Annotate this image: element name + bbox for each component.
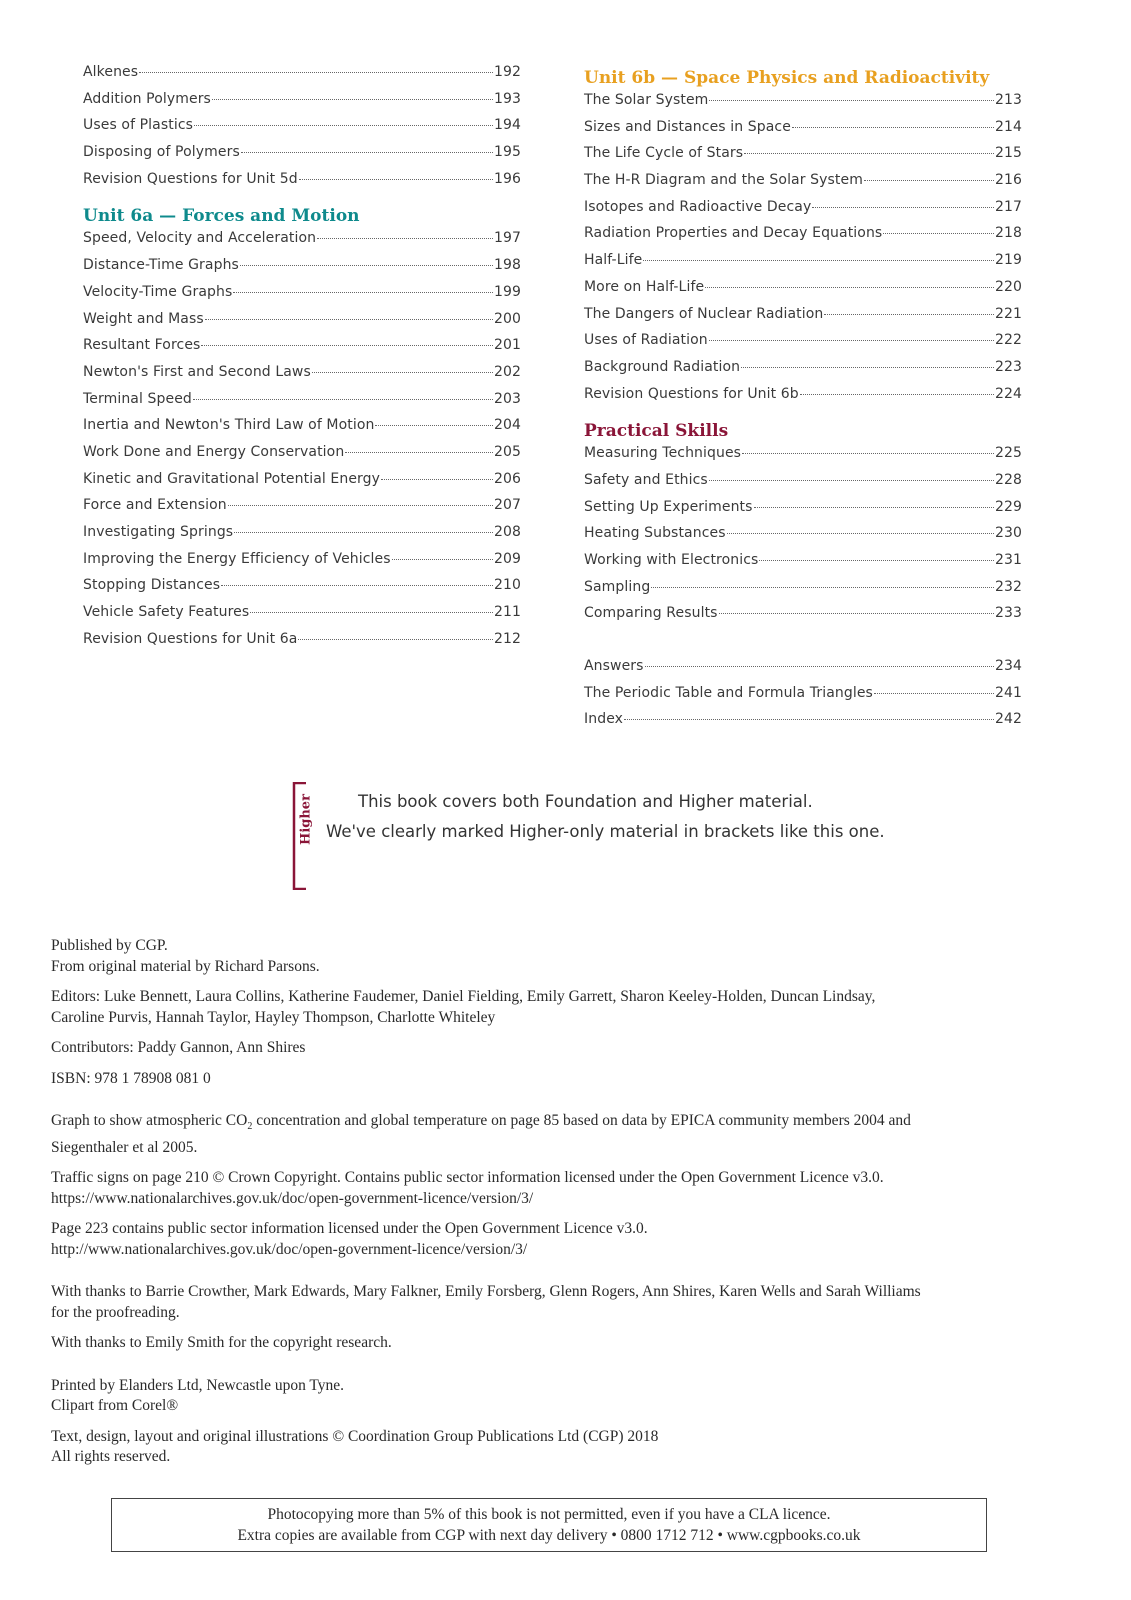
toc-entry-title: Force and Extension	[83, 497, 227, 514]
copyright-line-1: Text, design, layout and original illustrations © Coordination Group Publications Ltd (CGP) 2018	[51, 1427, 659, 1445]
editors-line-2: Caroline Purvis, Hannah Taylor, Hayley Thompson, Charlotte Whiteley	[51, 1008, 496, 1026]
toc-entry-title: Investigating Springs	[83, 524, 234, 540]
toc-entry	[83, 171, 521, 198]
toc-entry-page: 211	[493, 604, 521, 621]
toc-entry	[83, 524, 521, 551]
toc-entry-page: 234	[994, 658, 1022, 675]
toc-entry-title: Addition Polymers	[83, 90, 211, 107]
dot-leader	[298, 639, 493, 640]
dot-leader	[800, 394, 994, 395]
page223-line-1: Page 223 contains public sector information licensed under the Open Government Licence v3.0.	[51, 1220, 648, 1238]
toc-entry	[83, 471, 521, 498]
toc-entry-page: 229	[994, 498, 1022, 515]
higher-label: Higher	[298, 794, 314, 845]
toc-entry-title: Speed, Velocity and Acceleration	[83, 230, 317, 247]
toc-entry-title: The Dangers of Nuclear Radiation	[584, 305, 824, 322]
toc-entry	[584, 119, 1022, 146]
toc-entry-page: 196	[493, 170, 521, 187]
toc-entry	[584, 472, 1022, 499]
toc-entry-title: Weight and Mass	[83, 310, 204, 327]
dot-leader	[345, 452, 493, 453]
toc-entry-title: Revision Questions for Unit 5d	[83, 170, 298, 187]
dot-leader	[744, 153, 994, 154]
dot-leader	[392, 559, 493, 560]
dot-leader	[228, 505, 493, 506]
toc-entry	[584, 711, 1022, 738]
dot-leader	[193, 399, 493, 400]
proofreading-thanks	[51, 1282, 1061, 1323]
toc-entry-title: Half-Life	[584, 252, 643, 269]
toc-entry-title: Sampling	[584, 578, 651, 595]
toc-entry-title: Answers	[584, 658, 644, 675]
page223-block	[51, 1219, 1061, 1260]
graph-credit-line-2: Siegenthaler et al 2005.	[51, 1138, 198, 1156]
toc-entry-title: Newton's First and Second Laws	[83, 363, 311, 380]
toc-entry-title: The Life Cycle of Stars	[584, 145, 744, 162]
toc-entry	[584, 279, 1022, 306]
toc-entry-title: Setting Up Experiments	[584, 498, 753, 515]
higher-note-line-2: We've clearly marked Higher-only material in brackets like this one.	[326, 822, 885, 841]
dot-leader	[742, 453, 994, 454]
dot-leader	[812, 207, 994, 208]
toc-entry-page: 201	[493, 337, 521, 354]
toc-entry	[584, 445, 1022, 472]
section-heading: Unit 6b — Space Physics and Radioactivity	[584, 68, 990, 88]
toc-entry-page: 194	[493, 117, 521, 134]
toc-entry-page: 206	[493, 470, 521, 487]
dot-leader	[250, 612, 493, 613]
toc-entry	[83, 64, 521, 91]
dot-leader	[645, 666, 994, 667]
toc-entry	[584, 172, 1022, 199]
higher-note	[290, 782, 890, 892]
toc-entry-page: 203	[493, 390, 521, 407]
dot-leader	[312, 372, 493, 373]
toc-entry-title: Revision Questions for Unit 6b	[584, 385, 799, 402]
dot-leader	[139, 72, 493, 73]
dot-leader	[709, 100, 994, 101]
dot-leader	[709, 480, 994, 481]
published-by-block	[51, 936, 1061, 977]
toc-entry-page: 215	[994, 145, 1022, 162]
toc-entry-page: 221	[994, 305, 1022, 322]
editors-line-1: Editors: Luke Bennett, Laura Collins, Katherine Faudemer, Daniel Fielding, Emily Garrett, Sharon Keeley-Holden, Duncan Lindsay,	[51, 988, 876, 1005]
graph-credit-a: Graph to show atmospheric CO	[51, 1112, 248, 1129]
toc-entry-title: Alkenes	[83, 64, 139, 80]
toc-entry-title: Measuring Techniques	[584, 445, 742, 462]
dot-leader	[624, 719, 994, 720]
original-material: From original material by Richard Parsons.	[51, 957, 320, 975]
toc-entry	[584, 579, 1022, 606]
contributors: Contributors: Paddy Gannon, Ann Shires	[51, 1039, 306, 1056]
toc-entry-title: Index	[584, 711, 624, 728]
toc-entry	[83, 497, 521, 524]
toc-entry	[83, 144, 521, 171]
toc-entry-title: Radiation Properties and Decay Equations	[584, 225, 883, 242]
dot-leader	[705, 287, 994, 288]
toc-spacer	[584, 632, 1022, 658]
toc-entry	[83, 117, 521, 144]
dot-leader	[792, 127, 994, 128]
toc-entry-title: Stopping Distances	[83, 577, 221, 594]
copyright-block	[51, 1427, 1061, 1468]
toc-entry	[83, 391, 521, 418]
printer-block	[51, 1376, 1061, 1417]
toc-column-left	[83, 64, 521, 657]
toc-entry-title: Vehicle Safety Features	[83, 604, 250, 621]
dot-leader	[201, 345, 493, 346]
dot-leader	[317, 238, 493, 239]
toc-entry	[584, 605, 1022, 632]
toc-entry	[584, 499, 1022, 526]
published-by: Published by CGP.	[51, 937, 168, 954]
graph-credit-b: concentration and global temperature on page 85 based on data by EPICA community members 2004 and	[252, 1112, 911, 1129]
section-heading: Practical Skills	[584, 421, 729, 442]
toc-entry	[83, 577, 521, 604]
toc-entry-page: 202	[493, 363, 521, 380]
toc-entry-title: Resultant Forces	[83, 337, 201, 354]
dot-leader	[194, 125, 493, 126]
toc-entry-page: 225	[994, 445, 1022, 462]
toc-entry	[83, 257, 521, 284]
dot-leader	[212, 99, 493, 100]
thanks-line-1: With thanks to Barrie Crowther, Mark Edwards, Mary Falkner, Emily Forsberg, Glenn Rogers, Ann Shires, Karen Wells and Sarah Williams	[51, 1283, 921, 1301]
traffic-signs-url: https://www.nationalarchives.gov.uk/doc/open-government-licence/version/3/	[51, 1189, 534, 1207]
toc-entry-page: 199	[493, 283, 521, 300]
toc-entry	[584, 199, 1022, 226]
graph-credit-block	[51, 1111, 1061, 1158]
dot-leader	[299, 179, 493, 180]
traffic-signs-line-1: Traffic signs on page 210 © Crown Copyright. Contains public sector information licensed under the Open Government Licence v3.0.	[51, 1169, 884, 1187]
toc-entry-page: 228	[994, 471, 1022, 488]
toc-entry-page: 209	[493, 550, 521, 567]
toc-entry-title: Kinetic and Gravitational Potential Energy	[83, 470, 381, 487]
dot-leader	[240, 265, 493, 266]
dot-leader	[233, 292, 493, 293]
toc-entry-page: 216	[994, 172, 1022, 189]
notice-line-2: Extra copies are available from CGP with next day delivery • 0800 1712 712 • www.cgpbooks.co.uk	[237, 1527, 861, 1544]
toc-entry-title: Uses of Radiation	[584, 332, 708, 349]
dot-leader	[741, 367, 994, 368]
dot-leader	[381, 479, 493, 480]
toc-entry-page: 230	[994, 525, 1022, 542]
photocopy-notice	[111, 1498, 987, 1552]
toc-entry-title: Disposing of Polymers	[83, 144, 240, 161]
toc-entry	[83, 364, 521, 391]
toc-entry-title: The H-R Diagram and the Solar System	[584, 172, 863, 189]
dot-leader	[824, 314, 994, 315]
dot-leader	[754, 507, 994, 508]
dot-leader	[709, 340, 994, 341]
toc-entry-title: Uses of Plastics	[83, 117, 194, 134]
graph-credit-subscript: 2	[247, 1121, 253, 1133]
toc-entry-title: Revision Questions for Unit 6a	[83, 630, 298, 647]
toc-entry-page: 218	[994, 225, 1022, 242]
toc-entry-title: The Periodic Table and Formula Triangles	[584, 684, 873, 701]
toc-entry-page: 220	[994, 278, 1022, 295]
toc-entry-title: Safety and Ethics	[584, 471, 708, 488]
toc-entry-page: 217	[994, 198, 1022, 215]
toc-entry	[83, 311, 521, 338]
toc-entry-title: Comparing Results	[584, 605, 718, 622]
toc-entry-page: 212	[493, 630, 521, 647]
toc-entry	[83, 444, 521, 471]
toc-entry-title: Heating Substances	[584, 525, 726, 542]
toc-entry-page: 231	[994, 552, 1022, 568]
toc-entry	[584, 145, 1022, 172]
toc-entry	[584, 359, 1022, 386]
toc-entry	[83, 631, 521, 658]
traffic-signs-block	[51, 1168, 1061, 1209]
toc-entry-page: 198	[493, 257, 521, 274]
toc-entry	[83, 337, 521, 364]
toc-entry-title: The Solar System	[584, 92, 709, 108]
toc-entry-page: 210	[493, 577, 521, 594]
toc-entry-page: 233	[994, 605, 1022, 622]
toc-entry-page: 208	[493, 524, 521, 540]
toc-entry	[584, 225, 1022, 252]
dot-leader	[759, 560, 994, 561]
toc-entry-title: Velocity-Time Graphs	[83, 283, 233, 300]
dot-leader	[221, 585, 493, 586]
thanks-line-2: for the proofreading.	[51, 1303, 180, 1321]
toc-entry-page: 214	[994, 118, 1022, 135]
toc-entry-page: 192	[493, 64, 521, 80]
toc-entry-title: Work Done and Energy Conservation	[83, 443, 345, 460]
toc-entry-page: 193	[493, 90, 521, 107]
clipart-credit: Clipart from Corel®	[51, 1397, 179, 1415]
page223-url: http://www.nationalarchives.gov.uk/doc/open-government-licence/version/3/	[51, 1240, 528, 1258]
toc-entry	[584, 525, 1022, 552]
toc-entry-page: 205	[493, 443, 521, 460]
toc-entry-page: 223	[994, 358, 1022, 375]
toc-entry-title: Inertia and Newton's Third Law of Motion	[83, 417, 375, 434]
toc-entry-page: 241	[994, 684, 1022, 701]
toc-entry-page: 200	[493, 310, 521, 327]
toc-entry-page: 204	[493, 417, 521, 434]
toc-entry-page: 242	[994, 711, 1022, 728]
toc-entry	[584, 658, 1022, 685]
toc-entry-page: 213	[994, 92, 1022, 108]
dot-leader	[234, 532, 493, 533]
toc-column-right	[584, 64, 1022, 738]
dot-leader	[719, 613, 994, 614]
toc-entry	[83, 284, 521, 311]
toc-entry-title: Background Radiation	[584, 358, 741, 375]
editors-block	[51, 987, 1061, 1028]
dot-leader	[643, 260, 994, 261]
dot-leader	[241, 152, 493, 153]
copyright-line-2: All rights reserved.	[51, 1448, 171, 1466]
toc-entry-title: Improving the Energy Efficiency of Vehicles	[83, 550, 391, 567]
toc-entry	[584, 552, 1022, 579]
isbn: ISBN: 978 1 78908 081 0	[51, 1069, 211, 1087]
toc-entry	[584, 685, 1022, 712]
publisher-info	[51, 936, 1061, 1478]
dot-leader	[375, 425, 492, 426]
toc-entry-title: More on Half-Life	[584, 278, 705, 295]
dot-leader	[727, 533, 994, 534]
toc-entry	[83, 604, 521, 631]
toc-entry	[584, 306, 1022, 333]
toc-entry-title: Distance-Time Graphs	[83, 257, 239, 274]
toc-entry	[83, 551, 521, 578]
toc-entry	[584, 332, 1022, 359]
toc-entry-page: 232	[994, 578, 1022, 595]
dot-leader	[864, 180, 994, 181]
higher-note-line-1: This book covers both Foundation and Higher material.	[358, 792, 813, 811]
dot-leader	[883, 233, 994, 234]
toc-entry-page: 222	[994, 332, 1022, 349]
printed-by: Printed by Elanders Ltd, Newcastle upon Tyne.	[51, 1376, 345, 1394]
toc-entry-page: 197	[493, 230, 521, 247]
notice-line-1: Photocopying more than 5% of this book is not permitted, even if you have a CLA licence.	[267, 1506, 831, 1523]
copyright-research-thanks: With thanks to Emily Smith for the copyright research.	[51, 1334, 392, 1352]
toc-entry	[584, 386, 1022, 413]
toc-entry-title: Terminal Speed	[83, 390, 192, 407]
dot-leader	[651, 587, 994, 588]
section-heading: Unit 6a — Forces and Motion	[83, 206, 360, 227]
toc-entry	[83, 91, 521, 118]
toc-entry	[584, 92, 1022, 119]
toc-entry-title: Sizes and Distances in Space	[584, 118, 791, 135]
toc-entry-title: Working with Electronics	[584, 552, 759, 568]
toc-entry-title: Isotopes and Radioactive Decay	[584, 198, 812, 215]
toc-entry	[83, 417, 521, 444]
toc-entry	[584, 252, 1022, 279]
toc-entry-page: 195	[493, 144, 521, 161]
toc-entry	[83, 230, 521, 257]
toc-entry-page: 207	[493, 497, 521, 514]
toc-entry-page: 224	[994, 385, 1022, 402]
toc-entry-page: 219	[994, 252, 1022, 269]
dot-leader	[874, 693, 994, 694]
dot-leader	[205, 319, 493, 320]
